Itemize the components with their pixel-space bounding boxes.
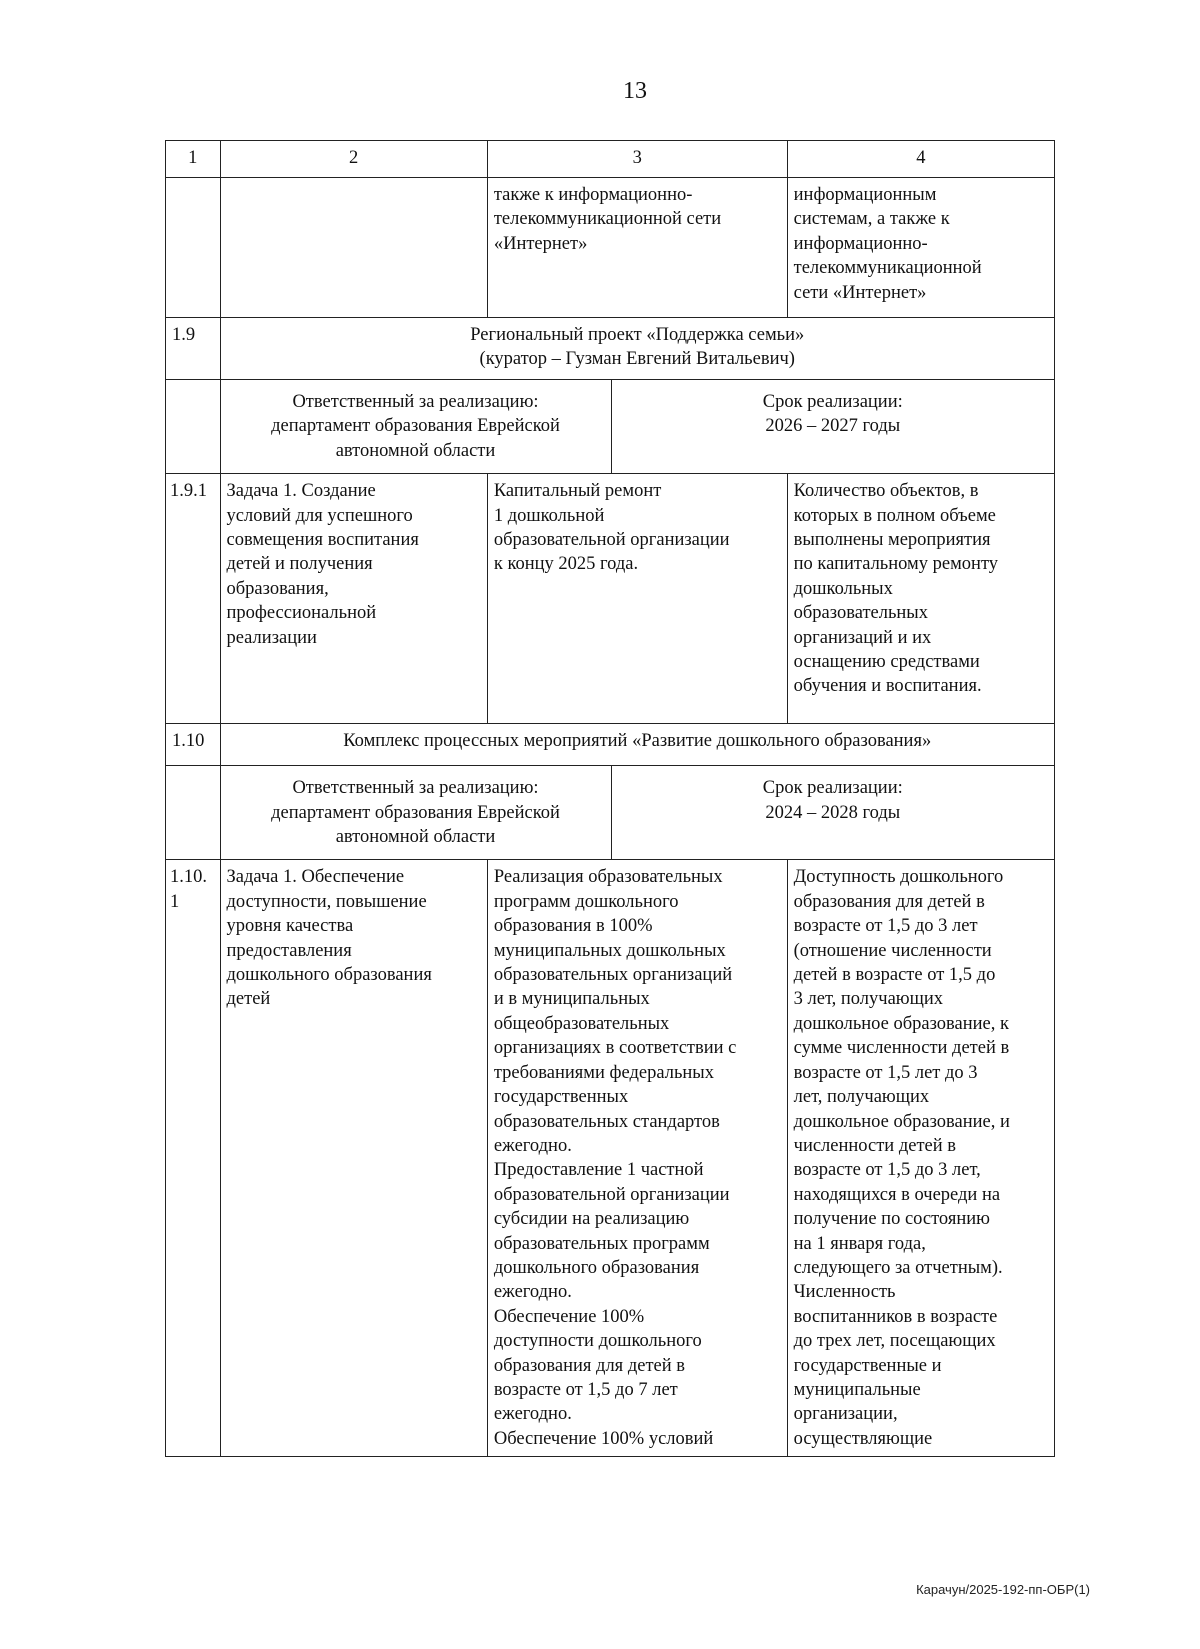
text-line: 2026 – 2027 годы: [765, 416, 901, 437]
section-1-10-term: [612, 766, 1055, 859]
text-line: требованиями федеральных: [493, 1062, 714, 1083]
text-line: образования,: [226, 578, 329, 599]
text-line: возрасте от 1,5 до 7 лет: [493, 1379, 678, 1400]
row-1-10-1-indicator: [787, 860, 1054, 1457]
row-1-9-1-activity: [487, 474, 787, 724]
text-line: информационно-: [793, 233, 928, 254]
text-line: (куратор – Гузман Евгений Витальевич): [479, 349, 795, 370]
text-line: департамент образования Еврейской: [271, 802, 560, 823]
text-line: дошкольное образование, к: [793, 1013, 1010, 1034]
header-col-1: 1: [166, 141, 221, 178]
text-line: государственные и: [793, 1355, 942, 1376]
text-line: на 1 января года,: [793, 1233, 926, 1254]
text-line: дошкольное образование, и: [793, 1111, 1010, 1132]
cont-col-3: [487, 178, 787, 318]
section-1-9-title: [220, 318, 1055, 380]
text-line: которых в полном объеме: [793, 505, 996, 526]
text-line: программ дошкольного: [493, 891, 679, 912]
text-line: оснащению средствами: [793, 652, 980, 673]
text-line: Региональный проект «Поддержка семьи»: [470, 325, 805, 345]
text-line: Обеспечение 100%: [493, 1306, 645, 1327]
text-line: предоставления: [226, 940, 352, 961]
section-1-9-number: 1.9: [166, 318, 221, 380]
text-line: образования для детей в: [493, 1355, 685, 1376]
text-line: детей и получения: [226, 554, 373, 575]
text-line: ежегодно.: [493, 1404, 572, 1425]
text-line: общеобразовательных: [493, 1013, 670, 1034]
text-line: дошкольного образования: [493, 1257, 700, 1278]
text-line: по капитальному ремонту: [793, 554, 999, 575]
row-1-10-1: [166, 860, 1055, 1457]
header-col-2: 2: [220, 141, 487, 178]
text-line: Задача 1. Обеспечение: [226, 867, 405, 888]
cont-col-4: [787, 178, 1054, 318]
text-line: ежегодно.: [493, 1135, 572, 1156]
text-line: обучения и воспитания.: [793, 676, 982, 697]
text-line: возрасте от 1,5 до 3 лет,: [793, 1160, 981, 1181]
row-1-9-1-number: 1.9.1: [166, 474, 221, 724]
header-col-3: 3: [487, 141, 787, 178]
section-1-10-title-row: [166, 724, 1055, 766]
text-line: 1 дошкольной: [493, 505, 605, 526]
text-line: образовательной организации: [493, 530, 730, 551]
text-line: образования для детей в: [793, 891, 985, 912]
text-line: организациях в соответствии с: [493, 1038, 737, 1059]
section-1-10-title: [220, 724, 1055, 766]
text-line: совмещения воспитания: [226, 530, 419, 551]
section-1-9-responsible: [221, 380, 612, 473]
text-line: находящихся в очереди на: [793, 1184, 1001, 1205]
text-line: и в муниципальных: [493, 989, 650, 1010]
text-line: получение по состоянию: [793, 1209, 990, 1230]
text-line: образовательных стандартов: [493, 1111, 720, 1132]
row-1-10-1-activity: [487, 860, 787, 1457]
text-line: также к информационно-: [493, 185, 693, 205]
text-line: (отношение численности: [793, 940, 992, 961]
text-line: 1.10.: [170, 867, 207, 888]
text-line: доступности, повышение: [226, 891, 427, 912]
text-line: воспитанников в возрасте: [793, 1306, 998, 1327]
text-line: Капитальный ремонт: [493, 481, 662, 502]
text-line: ежегодно.: [493, 1282, 572, 1303]
row-1-9-1-indicator: [787, 474, 1054, 724]
text-line: образовательных программ: [493, 1233, 710, 1254]
text-line: Задача 1. Создание: [226, 481, 376, 502]
text-line: реализации: [226, 627, 317, 648]
text-line: Ответственный за реализацию:: [292, 392, 539, 412]
text-line: образовательных: [793, 603, 928, 624]
row-1-9-1: [166, 474, 1055, 724]
row-1-10-1-number: [166, 860, 221, 1457]
document-code: Карачун/2025-192-пп-ОБР(1): [916, 1582, 1090, 1597]
text-line: Обеспечение 100% условий: [493, 1428, 714, 1449]
text-line: численности детей в: [793, 1135, 957, 1156]
section-1-10-number: 1.10: [166, 724, 221, 766]
section-1-10-responsibility-row: [166, 766, 1055, 860]
text-line: образовательных организаций: [493, 965, 733, 986]
text-line: Численность: [793, 1282, 896, 1303]
text-line: субсидии на реализацию: [493, 1209, 690, 1230]
text-line: детей в возрасте от 1,5 до: [793, 965, 996, 986]
text-line: Доступность дошкольного: [793, 867, 1004, 888]
text-line: «Интернет»: [493, 233, 588, 254]
text-line: 3 лет, получающих: [793, 989, 944, 1010]
text-line: дошкольных: [793, 578, 893, 599]
cont-col-2: [220, 178, 487, 318]
row-1-10-1-task: [220, 860, 487, 1457]
section-1-9-responsibility-row: [166, 380, 1055, 474]
text-line: телекоммуникационной сети: [493, 209, 722, 230]
section-1-10-empty: [166, 766, 221, 860]
text-line: автономной области: [335, 440, 496, 461]
text-line: информационным: [793, 185, 937, 205]
text-line: Предоставление 1 частной: [493, 1160, 704, 1181]
text-line: организаций и их: [793, 627, 932, 648]
section-1-9-empty: [166, 380, 221, 474]
text-line: сети «Интернет»: [793, 282, 927, 303]
text-line: Срок реализации:: [762, 392, 903, 412]
text-line: муниципальных дошкольных: [493, 940, 726, 961]
text-line: 1: [170, 891, 180, 912]
text-line: Срок реализации:: [762, 778, 903, 799]
text-line: Ответственный за реализацию:: [292, 778, 539, 799]
text-line: департамент образования Еврейской: [271, 416, 560, 437]
text-line: профессиональной: [226, 603, 377, 624]
section-1-9-title-row: [166, 318, 1055, 380]
text-line: телекоммуникационной: [793, 258, 982, 279]
program-table: [165, 140, 1055, 1457]
cont-col-1: [166, 178, 221, 318]
text-line: выполнены мероприятия: [793, 530, 991, 551]
text-line: сумме численности детей в: [793, 1038, 1010, 1059]
text-line: возрасте от 1,5 лет до 3: [793, 1062, 978, 1083]
text-line: Количество объектов, в: [793, 481, 979, 502]
text-line: государственных: [493, 1087, 629, 1108]
continuation-row: [166, 178, 1055, 318]
text-line: условий для успешного: [226, 505, 413, 526]
text-line: муниципальные: [793, 1379, 921, 1400]
text-line: уровня качества: [226, 916, 354, 937]
text-line: Реализация образовательных: [493, 867, 723, 888]
text-line: образовательной организации: [493, 1184, 730, 1205]
text-line: системам, а также к: [793, 209, 950, 230]
text-line: лет, получающих: [793, 1087, 930, 1108]
text-line: образования в 100%: [493, 916, 653, 937]
section-1-10-responsible: [221, 766, 612, 859]
text-line: 2024 – 2028 годы: [765, 802, 901, 823]
text-line: детей: [226, 989, 271, 1010]
text-line: автономной области: [335, 827, 496, 848]
row-1-9-1-task: [220, 474, 487, 724]
text-line: доступности дошкольного: [493, 1331, 702, 1352]
text-line: следующего за отчетным).: [793, 1257, 1003, 1278]
text-line: дошкольного образования: [226, 965, 432, 986]
table-header-row: [166, 141, 1055, 178]
text-line: организации,: [793, 1404, 898, 1425]
text-line: осуществляющие: [793, 1428, 933, 1449]
text-line: к концу 2025 года.: [493, 554, 639, 575]
header-col-4: 4: [787, 141, 1054, 178]
text-line: до трех лет, посещающих: [793, 1331, 996, 1352]
text-line: Комплекс процессных мероприятий «Развитие дошкольного образования»: [343, 731, 932, 752]
section-1-9-term: [612, 380, 1055, 473]
text-line: возрасте от 1,5 до 3 лет: [793, 916, 978, 937]
page-number: 13: [623, 78, 647, 104]
